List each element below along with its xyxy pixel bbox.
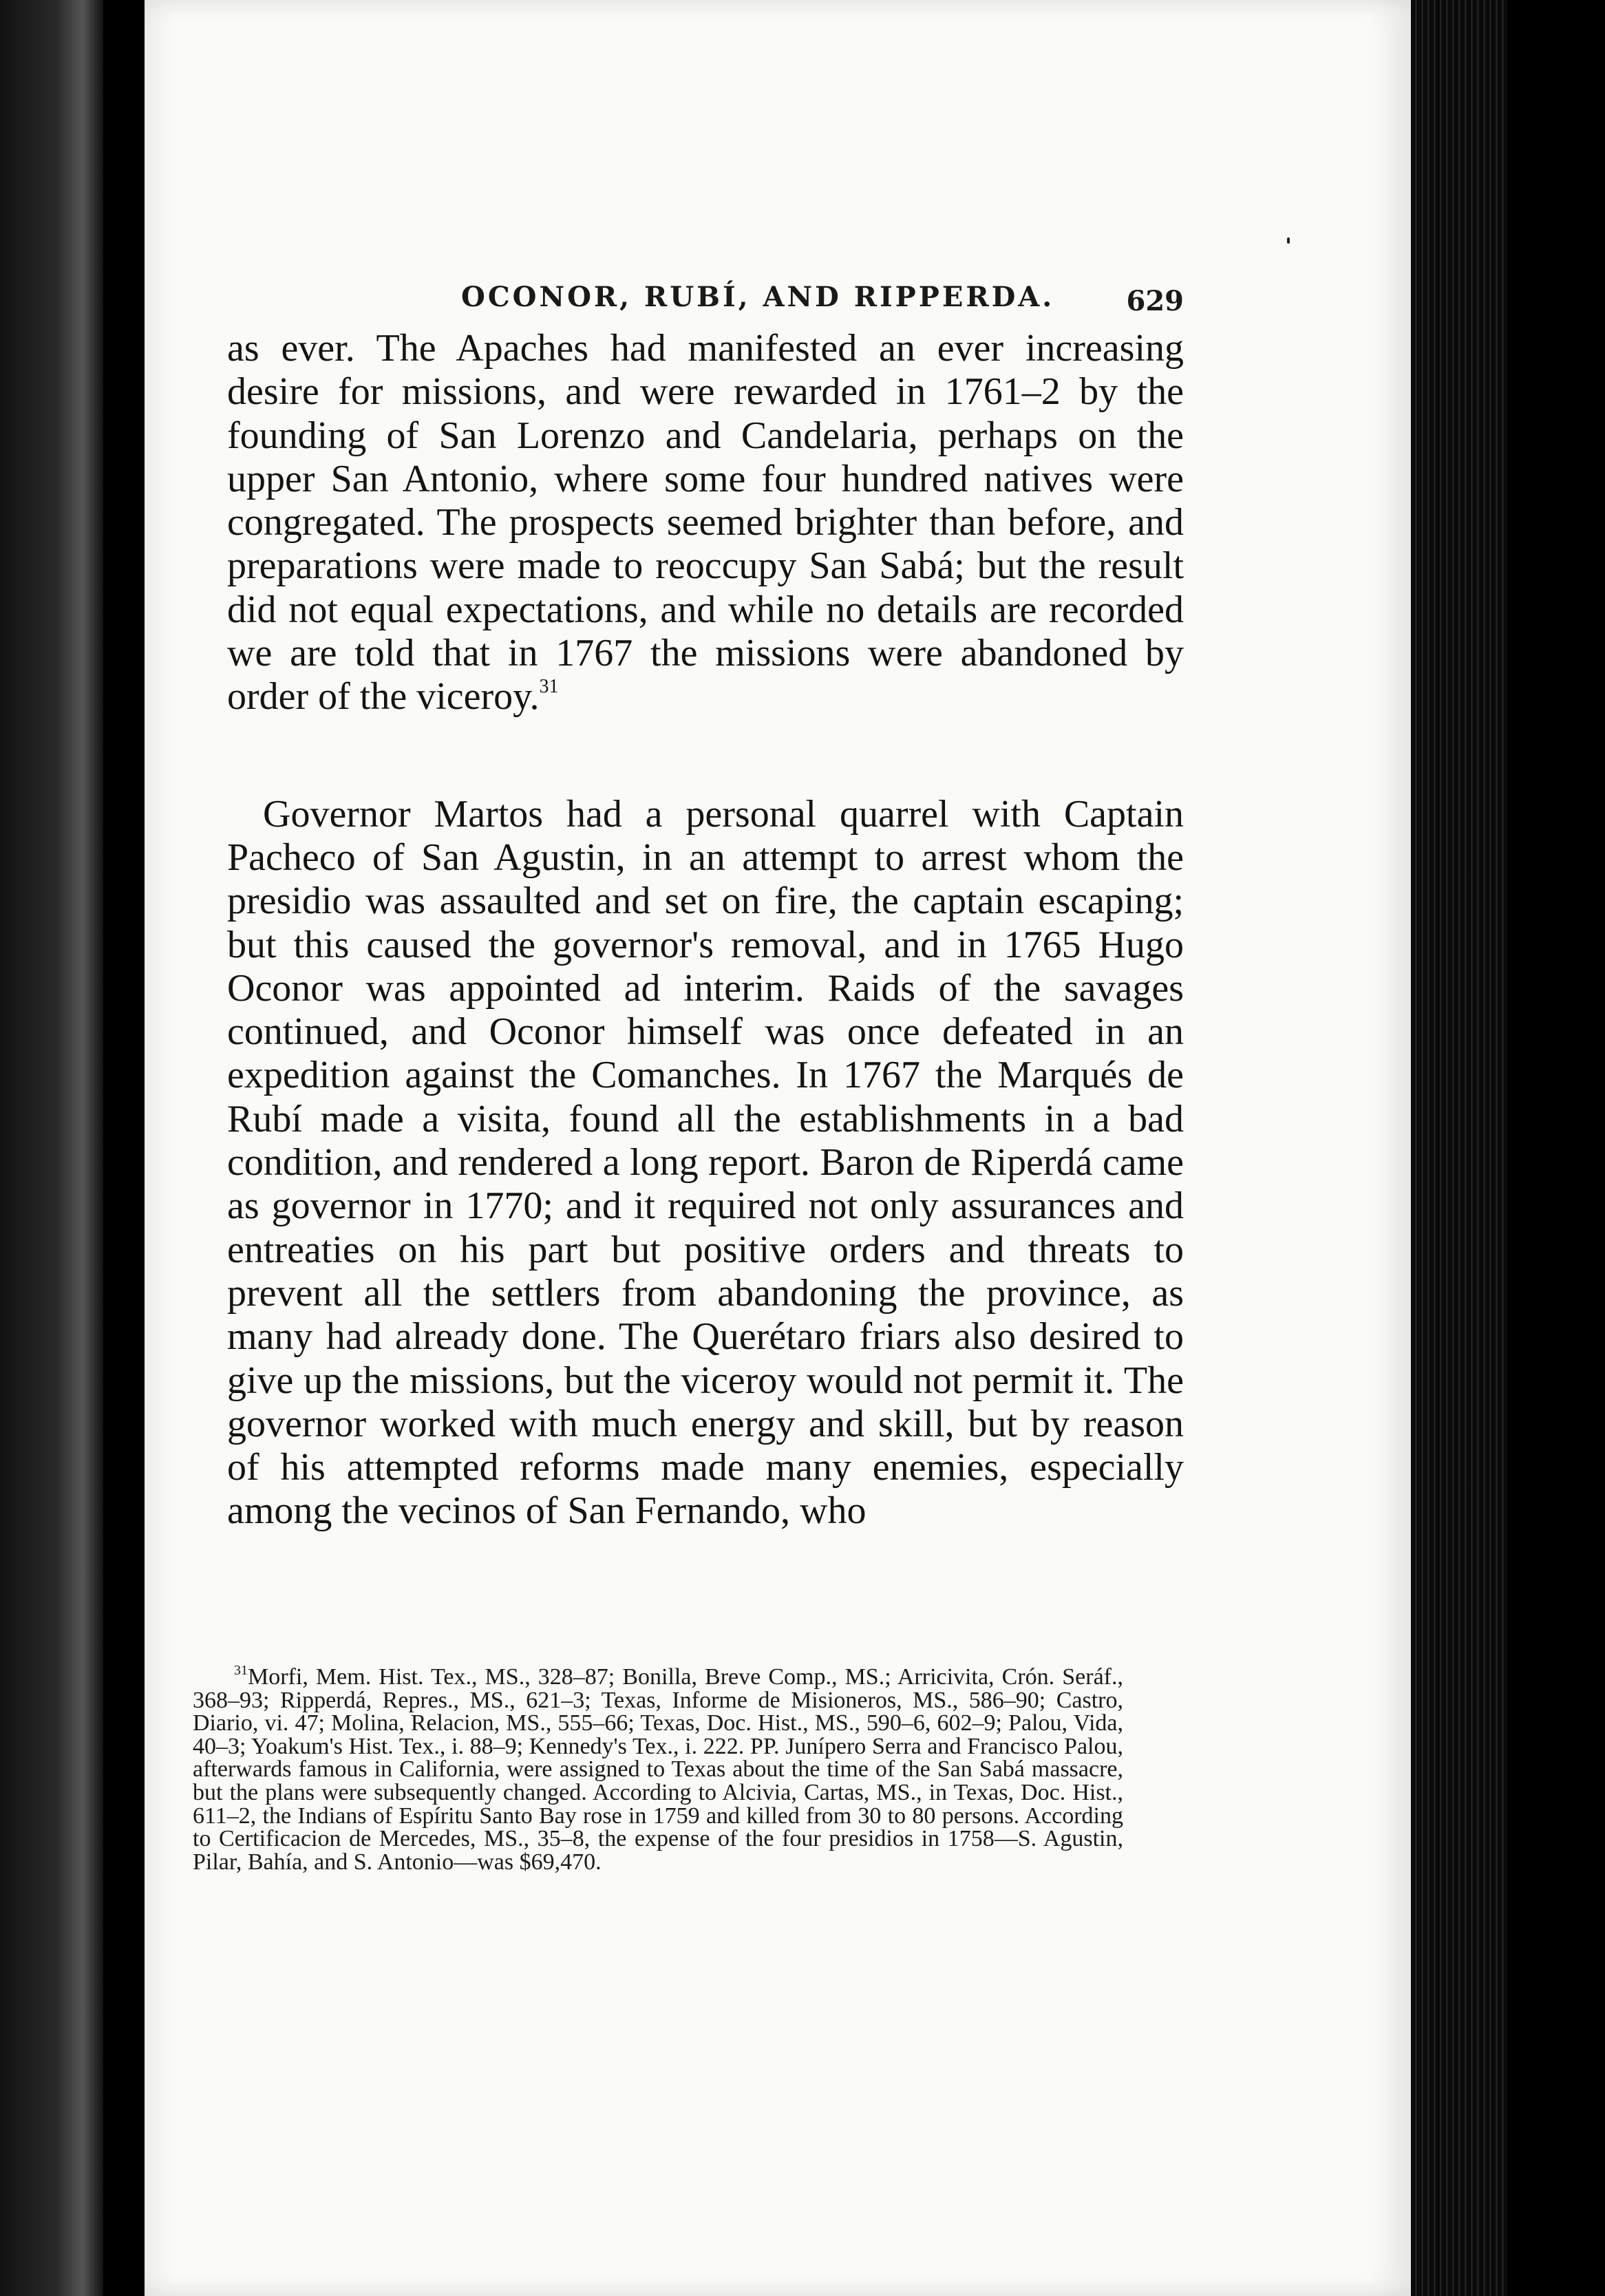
paragraph-text: as ever. The Apaches had manifested an ever increasing desire for missions, and were rewarded in 1761–2 by the founding of San Lorenzo and Candelaria, perhaps on the upper San Antonio, where some four hundred natives were congregated. The prospects seemed brighter than before, and preparations were made to reoccupy San Sabá; but the result did not equal expectations, and while no details are recorded we are told that in 1767 the missions were abandoned by order of the viceroy. bbox=[227, 327, 1184, 719]
paragraph bbox=[227, 327, 1184, 719]
paragraph: Governor Martos had a personal quarrel with Captain Pacheco of San Agustin, in an attempt to arrest whom the presidio was assaulted and set on fire, the captain escaping; but this caused the governor's removal, and in 1765 Hugo Oconor was appointed ad interim. Raids of the savages continued, and Oconor himself was once defeated in an expedition against the Comanches. In 1767 the Marqués de Rubí made a visita, found all the establishments in a bad condition, and rendered a long report. Baron de Riperdá came as governor in 1770; and it required not only assurances and entreaties on his part but positive orders and threats to prevent all the settlers from abandoning the province, as many had already done. The Querétaro friars also desired to give up the missions, but the viceroy would not permit it. The governor worked with much energy and skill, but by reason of his attempted reforms made many enemies, especially among the vecinos of San Fernando, who bbox=[227, 792, 1184, 1533]
footnote-text: Morfi, Mem. Hist. Tex., MS., 328–87; Bonilla, Breve Comp., MS.; Arricivita, Crón. Seráf., 368–93; Ripperdá, Repres., MS., 621–3; Texas, Informe de Misioneros, MS., 586–90; Castro, Diario, vi. 47; Molina, Relacion, MS., 555–66; Texas, Doc. Hist., MS., 590–6, 602–9; Palou, Vida, 40–3; Yoakum's Hist. Tex., i. 88–9; Kennedy's Tex., i. 222. PP. Junípero Serra and Francisco Palou, afterwards famous in California, were assigned to Texas about the time of the San Sabá massacre, but the plans were subsequently changed. According to Alcivia, Cartas, MS., in Texas, Doc. Hist., 611–2, the Indians of Espíritu Santo Bay rose in 1759 and killed from 30 to 80 persons. According to Certificacion de Mercedes, MS., 35–8, the expense of the four presidios in 1758—S. Agustin, Pilar, Bahía, and S. Antonio—was $69,470. bbox=[193, 1664, 1123, 1875]
footnote bbox=[193, 1663, 1123, 1875]
facing-page-edge bbox=[0, 0, 103, 2296]
scan-speck bbox=[1287, 237, 1290, 244]
body-text bbox=[227, 327, 1184, 1533]
footnote-reference: 31 bbox=[539, 676, 559, 698]
page-stack-edge bbox=[1411, 0, 1507, 2296]
page-number: 629 bbox=[1126, 285, 1184, 317]
footnote-number: 31 bbox=[234, 1663, 248, 1678]
page-header bbox=[275, 281, 1184, 322]
running-head: OCONOR, RUBÍ, AND RIPPERDA. bbox=[461, 281, 1055, 313]
